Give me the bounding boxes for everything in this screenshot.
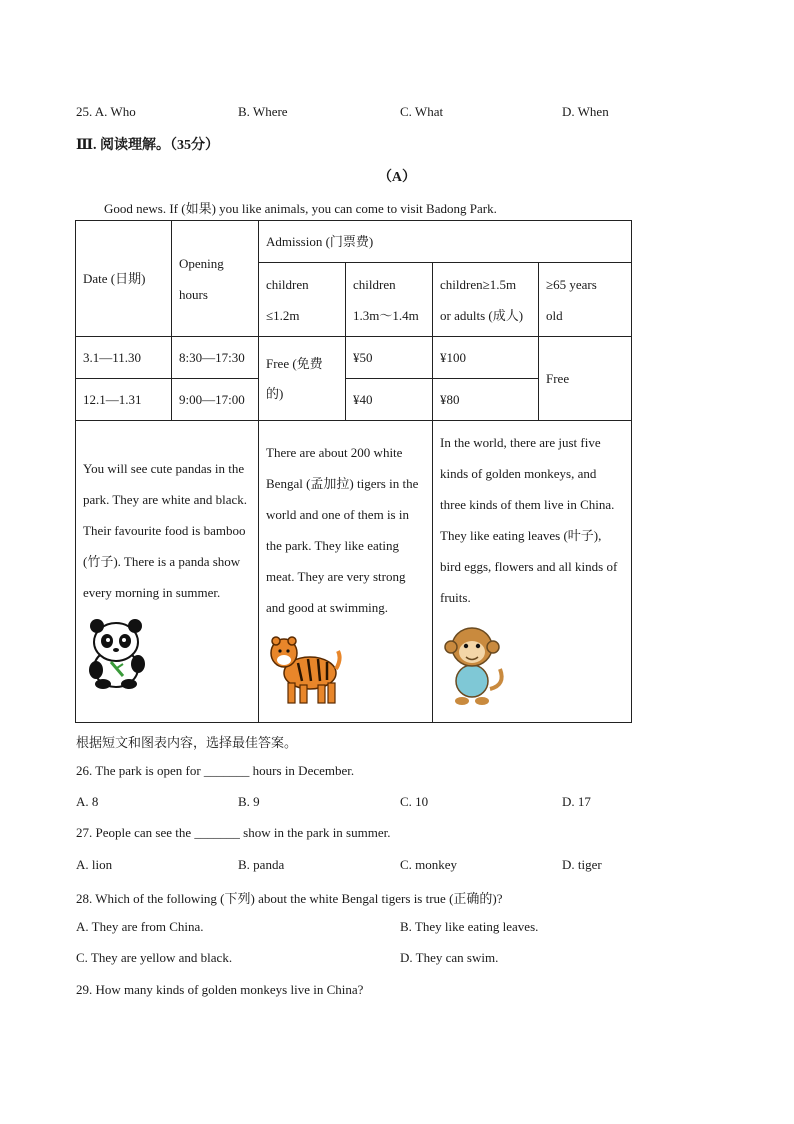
admission-col-3: children≥1.5m or adults (成人) [433, 263, 539, 337]
q25-option-b: B. Where [238, 104, 288, 119]
q28-stem: 28. Which of the following (下列) about the white Bengal tigers is true (正确的)? [76, 891, 503, 906]
row2-price3: ¥80 [433, 379, 539, 421]
section-title: Ⅲ. 阅读理解。（35分） [76, 138, 220, 153]
row2-hours: 9:00—17:00 [172, 379, 259, 421]
row2-price2: ¥40 [346, 379, 433, 421]
q26-option-c: C. 10 [400, 794, 429, 809]
q28-option-c: C. They are yellow and black. [76, 950, 233, 965]
date-header: Date (日期) [76, 221, 172, 337]
free-children-cell: Free (免费的) [259, 337, 346, 421]
panda-text: You will see cute pandas in the park. They are white and black. Their favourite food is bamboo (竹子). There is a panda show every morning in summer. [83, 461, 247, 600]
q29-stem: 29. How many kinds of golden monkeys live in China? [76, 982, 364, 997]
row2-date: 12.1—1.31 [76, 379, 172, 421]
row1-price2: ¥50 [346, 337, 433, 379]
q27-stem: 27. People can see the _______ show in the park in summer. [76, 825, 391, 840]
q27-option-c: C. monkey [400, 857, 458, 872]
q25-option-c: C. What [400, 104, 444, 119]
tiger-text: There are about 200 white Bengal (孟加拉) tigers in the world and one of them is in the park. They like eating meat. They are very strong and good at swimming. [266, 445, 419, 615]
passage-label: （A） [377, 170, 417, 185]
q26-option-d: D. 17 [562, 794, 591, 809]
panda-cell [76, 421, 259, 723]
q25-option-d: D. When [562, 104, 609, 119]
q26-stem: 26. The park is open for _______ hours in December. [76, 763, 355, 778]
row1-hours: 8:30—17:30 [172, 337, 259, 379]
q26-option-b: B. 9 [238, 794, 260, 809]
free-seniors-cell: Free [539, 337, 632, 421]
instruction-text: 根据短文和图表内容，选择最佳答案。 [76, 735, 298, 750]
q26-option-a: A. 8 [76, 794, 99, 809]
admission-header: Admission (门票费) [259, 221, 632, 263]
q27-option-d: D. tiger [562, 857, 602, 872]
hours-header: Opening hours [172, 221, 259, 337]
tiger-icon [266, 629, 342, 707]
monkey-icon [440, 619, 506, 709]
q28-option-d: D. They can swim. [400, 950, 499, 965]
park-info-table [75, 220, 632, 723]
monkey-cell [433, 421, 632, 723]
q28-option-a: A. They are from China. [76, 919, 204, 934]
row1-date: 3.1—11.30 [76, 337, 172, 379]
q28-option-b: B. They like eating leaves. [400, 919, 539, 934]
tiger-cell [259, 421, 433, 723]
q27-option-a: A. lion [76, 857, 113, 872]
panda-icon [83, 614, 149, 690]
monkey-text: In the world, there are just five kinds of golden monkeys, and three kinds of them live in China. They like eating leaves (叶子), bird eggs, flowers and all kinds of fruits. [440, 435, 618, 605]
intro-text: Good news. If (如果) you like animals, you can come to visit Badong Park. [104, 201, 497, 216]
row1-price3: ¥100 [433, 337, 539, 379]
q27-option-b: B. panda [238, 857, 285, 872]
admission-col-2: children 1.3m～1.4m [346, 263, 433, 337]
admission-col-4: ≥65 years old [539, 263, 632, 337]
q25-option-a: 25. A. Who [76, 104, 136, 119]
admission-col-1: children ≤1.2m [259, 263, 346, 337]
